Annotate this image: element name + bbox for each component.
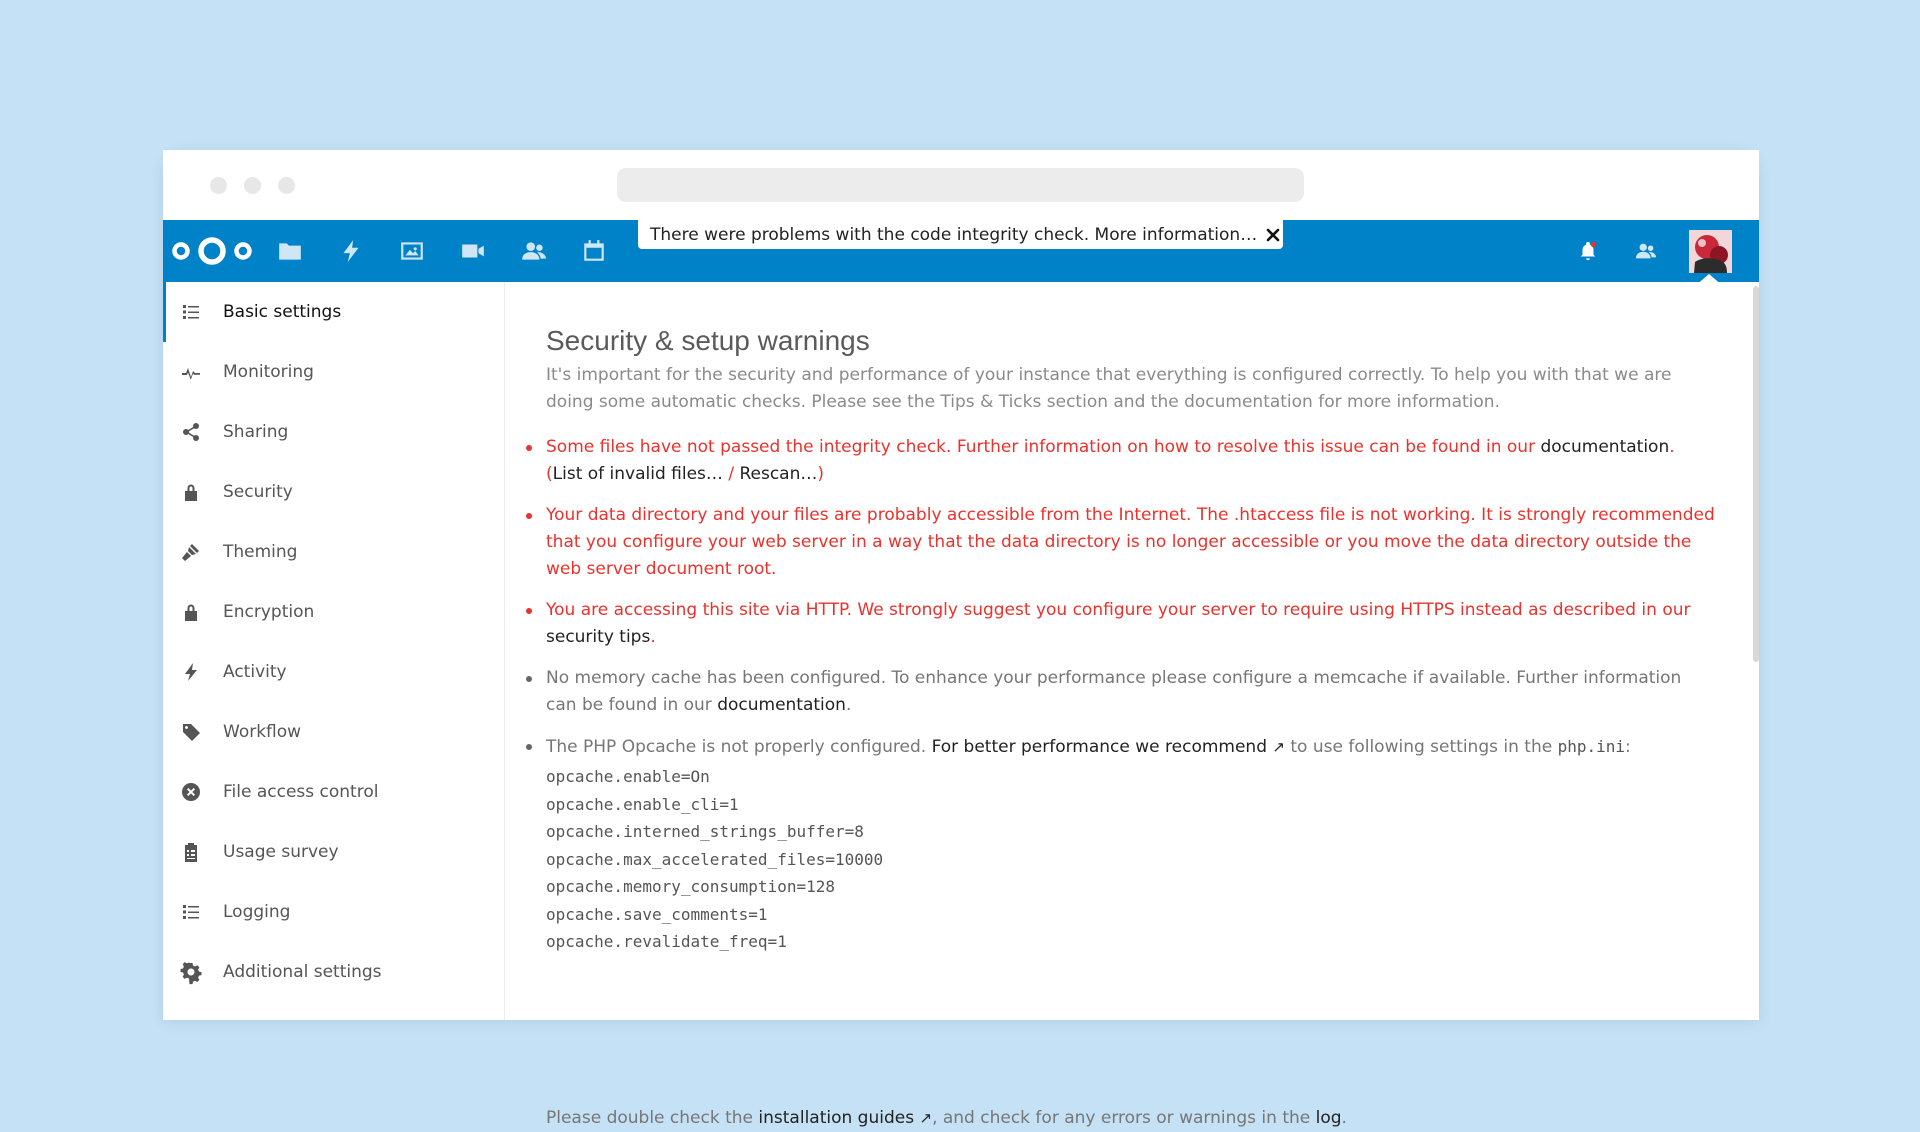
settings-sidebar [163, 282, 505, 1020]
page-title: Security & setup warnings [546, 325, 870, 356]
installation-guides-label[interactable]: installation guides [758, 1108, 915, 1128]
sidebar-item-additional-settings[interactable] [163, 942, 504, 1002]
sidebar-item-logging[interactable] [163, 882, 504, 942]
php-ini-filename: php.ini [1557, 737, 1626, 756]
list-item [546, 665, 1716, 719]
share-icon [181, 422, 201, 442]
block-icon [181, 782, 201, 802]
browser-chrome [163, 150, 1759, 220]
footer-punct: . [1341, 1108, 1347, 1128]
window-dot-maximize[interactable] [278, 177, 295, 194]
sidebar-item-label: File access control [223, 782, 379, 802]
notifications-bell-icon[interactable] [1572, 235, 1604, 267]
sidebar-item-label: Theming [223, 542, 298, 562]
warnings-list [546, 434, 1716, 970]
nextcloud-logo[interactable] [170, 233, 254, 269]
intro-text: It's important for the security and performance of your instance that everything is configured correctly. To help you with that we are doing some automatic checks. Please see the Tips & Ticks section and the documentation for more information. [546, 365, 1672, 412]
external-link-icon: ↗ [919, 1109, 933, 1127]
brush-icon [181, 542, 201, 562]
sidebar-item-label: Workflow [223, 722, 302, 742]
video-icon[interactable] [457, 235, 489, 267]
code-line: opcache.max_accelerated_files=10000 [546, 849, 884, 869]
code-line: opcache.enable=On [546, 767, 710, 786]
window-dot-close[interactable] [210, 177, 227, 194]
sidebar-item-label: Monitoring [223, 362, 314, 382]
address-bar[interactable] [617, 168, 1304, 202]
warning-text: Some files have not passed the integrity check. Further information on how to resolve this issue can be found in our [546, 437, 1541, 457]
warning-text: You are accessing this site via HTTP. We strongly suggest you configure your server to require using HTTPS instead as described in our [546, 600, 1691, 620]
sidebar-item-file-access-control[interactable] [163, 762, 504, 822]
footer-note [546, 1105, 1716, 1132]
sidebar-item-basic-settings[interactable] [163, 282, 504, 342]
sidebar-item-label: Security [223, 482, 293, 502]
calendar-icon[interactable] [578, 235, 610, 267]
warning-punct: . [650, 627, 656, 647]
sidebar-item-workflow[interactable] [163, 702, 504, 762]
browser-window [163, 150, 1759, 1128]
warning-punct: ) [817, 464, 825, 484]
gallery-icon[interactable] [396, 235, 428, 267]
bolt-icon [181, 662, 201, 682]
sidebar-item-activity[interactable] [163, 642, 504, 702]
opcache-recommend-label[interactable]: For better performance we recommend [931, 737, 1267, 757]
sidebar-item-label: Logging [223, 902, 291, 922]
invalid-files-link[interactable]: List of invalid files… [552, 464, 723, 484]
list-item [546, 502, 1716, 583]
window-dot-minimize[interactable] [244, 177, 261, 194]
footer-text: , and check for any errors or warnings in the [932, 1108, 1316, 1128]
opcache-recommend-link[interactable] [932, 737, 1285, 757]
list-item [546, 733, 1716, 956]
main-content [546, 282, 1716, 1128]
contacts-icon[interactable] [518, 235, 550, 267]
files-icon[interactable] [274, 235, 306, 267]
lock-icon [181, 482, 201, 502]
warning-punct: . ( [546, 437, 1675, 484]
sidebar-item-security[interactable] [163, 462, 504, 522]
activity-icon[interactable] [335, 235, 367, 267]
warning-text: to use following settings in the [1284, 737, 1558, 757]
list-item [546, 597, 1716, 651]
list-icon [181, 902, 201, 922]
external-link-icon: ↗ [1272, 738, 1285, 756]
content-scrollbar[interactable] [1753, 286, 1759, 662]
sidebar-item-sharing[interactable] [163, 402, 504, 462]
lock-icon [181, 602, 201, 622]
sidebar-item-usage-survey[interactable] [163, 822, 504, 882]
code-line: opcache.memory_consumption=128 [546, 877, 835, 896]
tag-icon [181, 722, 201, 742]
pulse-icon [181, 362, 201, 382]
sidebar-item-label: Additional settings [223, 962, 382, 982]
clipboard-icon [181, 842, 201, 862]
integrity-notice[interactable] [638, 220, 1283, 249]
code-line: opcache.enable_cli=1 [546, 794, 739, 814]
integrity-notice-text[interactable]: There were problems with the code integrity check. More information… [650, 224, 1258, 245]
documentation-link[interactable]: documentation [1540, 437, 1670, 457]
list-item [546, 434, 1716, 488]
code-line: opcache.revalidate_freq=1 [546, 932, 787, 951]
gear-icon [181, 962, 201, 982]
opcache-settings-code [546, 763, 1716, 956]
footer-text: Please double check the [546, 1108, 759, 1128]
warning-separator: / [722, 464, 740, 484]
sidebar-item-label: Usage survey [223, 842, 339, 862]
documentation-link[interactable]: documentation [717, 695, 846, 715]
close-icon[interactable] [1265, 227, 1281, 243]
sidebar-item-label: Sharing [223, 422, 289, 442]
sidebar-item-encryption[interactable] [163, 582, 504, 642]
sidebar-item-theming[interactable] [163, 522, 504, 582]
sidebar-item-label: Activity [223, 662, 287, 682]
log-link[interactable]: log [1315, 1108, 1342, 1128]
warning-text: The PHP Opcache is not properly configured. [546, 737, 932, 757]
top-header [163, 220, 1759, 282]
warning-text: Your data directory and your files are probably accessible from the Internet. The .htaccess file is not working. It is strongly recommended that you configure your web server in a way that the data directory is no longer accessible or you move the data directory outside the web server document root. [546, 505, 1715, 579]
sidebar-item-monitoring[interactable] [163, 342, 504, 402]
installation-guides-link[interactable] [758, 1108, 932, 1128]
warning-punct: : [1625, 737, 1631, 757]
sidebar-item-label: Basic settings [223, 302, 342, 322]
code-line: opcache.save_comments=1 [546, 904, 768, 924]
sidebar-item-label: Encryption [223, 602, 315, 622]
rescan-link[interactable]: Rescan… [739, 464, 818, 484]
contacts-menu-icon[interactable] [1630, 235, 1662, 267]
avatar[interactable] [1689, 230, 1732, 273]
code-line: opcache.interned_strings_buffer=8 [546, 822, 864, 841]
warning-text: No memory cache has been configured. To enhance your performance please configure a memcache if available. Further information can be found in our [546, 668, 1682, 715]
list-icon [181, 302, 201, 322]
security-tips-link[interactable]: security tips [546, 627, 651, 647]
warning-punct: . [845, 695, 852, 715]
